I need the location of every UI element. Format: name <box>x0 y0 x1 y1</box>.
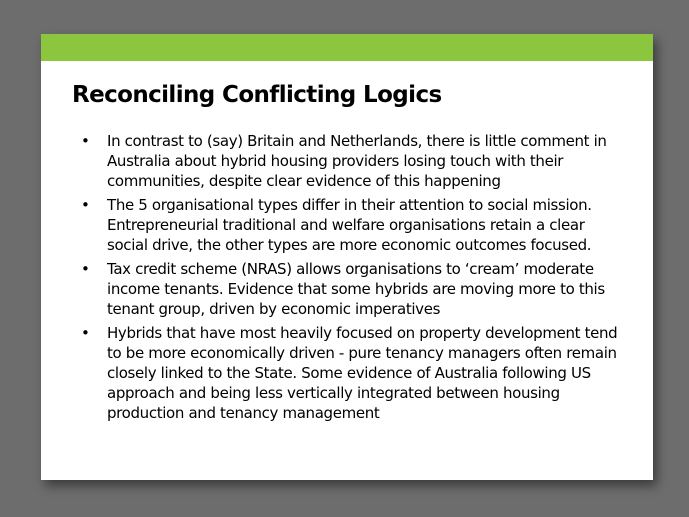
bullet-item <box>81 259 629 319</box>
accent-bar <box>41 34 653 61</box>
bullet-item <box>81 131 629 191</box>
bullet-marker: • <box>81 196 90 214</box>
slide-title: Reconciling Conflicting Logics <box>72 82 442 108</box>
bullet-text: The 5 organisational types differ in their attention to social mission. Entrepreneurial traditional and welfare organisations retain a clear social drive, the other types are more economic outcomes focused. <box>107 196 592 254</box>
bullet-item <box>81 195 629 255</box>
bullet-text: In contrast to (say) Britain and Netherlands, there is little comment in Australia about hybrid housing providers losing touch with their communities, despite clear evidence of this happening <box>107 132 607 190</box>
bullet-text: Hybrids that have most heavily focused on property development tend to be more economically driven - pure tenancy managers often remain closely linked to the State. Some evidence of Australia following US approach and being less vertically integrated between housing production and tenancy management <box>107 324 618 422</box>
slide <box>41 34 653 480</box>
bullet-marker: • <box>81 132 90 150</box>
bullet-marker: • <box>81 260 90 278</box>
bullet-list <box>81 131 629 427</box>
bullet-item <box>81 323 629 423</box>
bullet-marker: • <box>81 324 90 342</box>
bullet-text: Tax credit scheme (NRAS) allows organisations to ‘cream’ moderate income tenants. Evidence that some hybrids are moving more to this tenant group, driven by economic imperatives <box>107 260 605 318</box>
